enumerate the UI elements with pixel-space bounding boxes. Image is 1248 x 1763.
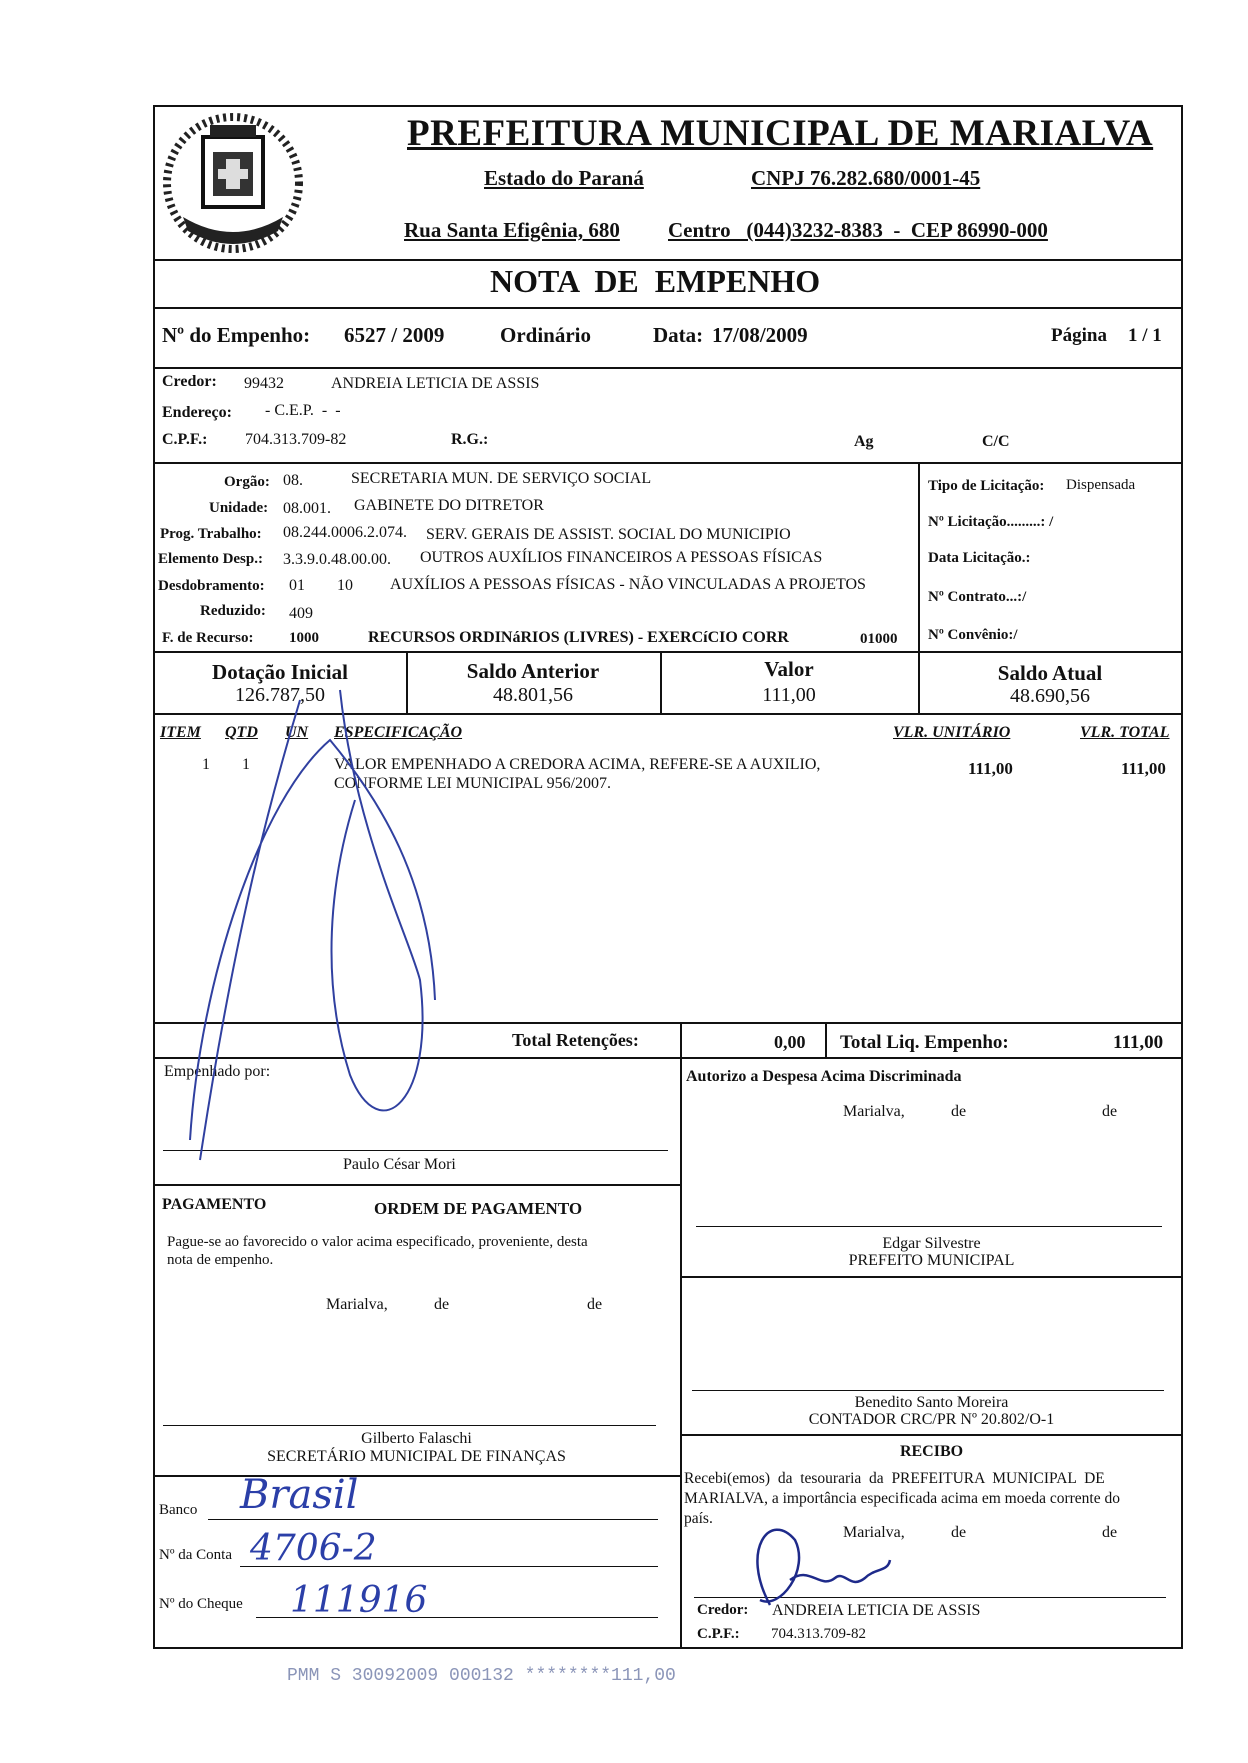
saldo-atual: 48.690,56 [1010, 685, 1090, 707]
retencoes: 0,00 [774, 1032, 806, 1052]
banco-label: Banco [159, 1502, 198, 1518]
empenho-tipo: Ordinário [500, 323, 592, 347]
prefeito-cargo: PREFEITO MUNICIPAL [848, 1252, 1015, 1269]
pagamento-texto-1: Pague-se ao favorecido o valor acima especificado, proveniente, desta [167, 1234, 588, 1250]
endereco-label: Endereço: [162, 404, 232, 421]
reduzido-label: Reduzido: [200, 603, 266, 619]
recibo-credor-label: Credor: [697, 1602, 749, 1618]
item-esp-line1: VALOR EMPENHADO A CREDORA ACIMA, REFERE-SE A AUXILIO, [334, 756, 821, 773]
prefeito-bottom [680, 1276, 1183, 1278]
licitacao-num-label: Nº Licitação.........: / [928, 514, 1054, 530]
cpf-label: C.P.F.: [162, 431, 208, 448]
unidade: GABINETE DO DITRETOR [354, 497, 544, 514]
pagina-num: 1 / 1 [1128, 325, 1162, 346]
col-item: ITEM [160, 724, 201, 741]
desdob-code1: 01 [289, 577, 305, 594]
empenho-num-label: Nº do Empenho: [162, 323, 311, 347]
item-vlr-total: 111,00 [1121, 759, 1166, 778]
recibo-texto-1: Recebi(emos) da tesouraria da PREFEITURA MUNICIPAL DE [684, 1470, 1105, 1487]
col-qtd: QTD [225, 724, 258, 741]
autorizo-de-1: de [951, 1103, 967, 1120]
ag-label: Ag [854, 433, 874, 450]
contador-cargo: CONTADOR CRC/PR Nº 20.802/O-1 [808, 1411, 1055, 1428]
totals-divider-2 [825, 1022, 827, 1059]
desdob-label: Desdobramento: [158, 578, 265, 594]
banco-value[interactable]: Brasil [240, 1472, 359, 1518]
pagamento-texto-2: nota de empenho. [167, 1252, 274, 1268]
lower-divider [680, 1057, 682, 1649]
recibo-de-2: de [1102, 1524, 1118, 1541]
elemento-label: Elemento Desp.: [158, 551, 263, 567]
empenho-num: 6527 / 2009 [344, 323, 445, 347]
item-qtd: 1 [242, 756, 250, 773]
saldo-anterior: 48.801,56 [493, 684, 573, 706]
totals-divider-1 [680, 1022, 682, 1059]
valor: 111,00 [762, 684, 816, 706]
pagamento-de-2: de [587, 1296, 603, 1313]
recurso-code: 1000 [289, 630, 319, 646]
pagamento-label: PAGAMENTO [162, 1196, 267, 1213]
elemento: OUTROS AUXÍLIOS FINANCEIROS A PESSOAS FÍSICAS [420, 549, 823, 566]
address: Rua Santa Efigênia, 680 [404, 218, 620, 242]
col-un: UN [285, 724, 309, 741]
contador-signature-line [692, 1390, 1164, 1391]
item-esp-line2: CONFORME LEI MUNICIPAL 956/2007. [334, 775, 612, 792]
empenho-data-label: Data: [653, 323, 704, 347]
state-name: Estado do Paraná [484, 166, 644, 190]
desdob-code2: 10 [337, 577, 353, 594]
prog: SERV. GERAIS DE ASSIST. SOCIAL DO MUNICIPIO [426, 526, 791, 543]
contador-bottom [680, 1434, 1183, 1436]
recibo-cpf-label: C.P.F.: [697, 1626, 740, 1642]
secretario-cargo: SECRETÁRIO MUNICIPAL DE FINANÇAS [267, 1448, 566, 1465]
conta-label: Nº da Conta [159, 1547, 232, 1563]
recibo-texto-3: país. [684, 1510, 713, 1527]
dotacao-inicial-label: Dotação Inicial [212, 660, 348, 684]
autorizo-local: Marialva, [843, 1103, 905, 1120]
ordem-pagamento-label: ORDEM DE PAGAMENTO [374, 1199, 583, 1218]
cc-label: C/C [982, 433, 1010, 450]
licitacao-tipo: Dispensada [1066, 477, 1136, 493]
liquido: 111,00 [1113, 1032, 1164, 1053]
handwritten-signature-andreia [740, 1510, 900, 1615]
handwritten-signature-paulo [180, 680, 480, 1200]
elemento-code: 3.3.9.0.48.00.00. [283, 551, 391, 568]
licitacao-data-label: Data Licitação.: [928, 550, 1031, 566]
recibo-local: Marialva, [843, 1524, 905, 1541]
saldo-anterior-label: Saldo Anterior [466, 659, 600, 683]
secretario-signature-line [163, 1425, 656, 1426]
desdob: AUXÍLIOS A PESSOAS FÍSICAS - NÃO VINCULADAS A PROJETOS [390, 576, 866, 593]
prefeito-nome: Edgar Silvestre [882, 1235, 981, 1252]
orgao-label: Orgão: [224, 474, 270, 490]
unidade-label: Unidade: [209, 500, 269, 516]
licitacao-divider [918, 462, 920, 653]
prefeitura-title: PREFEITURA MUNICIPAL DE MARIALVA [407, 113, 1154, 154]
recurso: RECURSOS ORDINáRIOS (LIVRES) - EXERCíCIO CORR [368, 629, 789, 646]
recibo-cpf: 704.313.709-82 [771, 1626, 866, 1642]
address-contact: Centro (044)3232-8383 - CEP 86990-000 [668, 218, 1048, 242]
item-vlr-unitario: 111,00 [968, 759, 1013, 778]
contador-nome: Benedito Santo Moreira [854, 1394, 1009, 1411]
secretario-nome: Gilberto Falaschi [361, 1430, 472, 1447]
empenhado-nome: Paulo César Mori [343, 1156, 456, 1173]
item-num: 1 [202, 756, 210, 773]
recurso-code2: 01000 [860, 631, 898, 647]
recurso-label: F. de Recurso: [162, 630, 254, 646]
conta-value[interactable]: 4706-2 [250, 1528, 377, 1569]
cheque-label: Nº do Cheque [159, 1596, 243, 1612]
saldo-atual-label: Saldo Atual [997, 661, 1103, 685]
pagamento-de-1: de [434, 1296, 450, 1313]
unidade-code: 08.001. [283, 500, 331, 517]
prefeito-signature-line [696, 1226, 1162, 1227]
recibo-texto-2: MARIALVA, a importância especificada acima em moeda corrente do [684, 1490, 1120, 1507]
credor-label: Credor: [162, 373, 217, 390]
empenhado-label: Empenhado por: [164, 1063, 271, 1080]
banco-line [208, 1519, 658, 1520]
orgao-code: 08. [283, 472, 303, 489]
autorizo-de-2: de [1102, 1103, 1118, 1120]
cnpj: CNPJ 76.282.680/0001-45 [751, 166, 981, 190]
contrato-label: Nº Contrato...:/ [928, 589, 1027, 605]
cpf: 704.313.709-82 [245, 431, 347, 448]
dotacao-inicial: 126.787,50 [235, 684, 325, 706]
retencoes-label: Total Retenções: [512, 1030, 639, 1050]
prog-code: 08.244.0006.2.074. [283, 524, 407, 541]
col-vlr-total: VLR. TOTAL [1080, 724, 1170, 741]
credor-code: 99432 [244, 375, 284, 392]
doc-title: NOTA DE EMPENHO [490, 263, 821, 299]
recibo-credor: ANDREIA LETICIA DE ASSIS [772, 1602, 981, 1619]
valor-label: Valor [764, 657, 814, 681]
credor-name: ANDREIA LETICIA DE ASSIS [331, 375, 540, 392]
pagamento-bottom [153, 1475, 680, 1477]
licitacao-tipo-label: Tipo de Licitação: [928, 478, 1045, 494]
cheque-value[interactable]: 111916 [290, 1580, 428, 1621]
orgao: SECRETARIA MUN. DE SERVIÇO SOCIAL [351, 470, 652, 487]
convenio-label: Nº Convênio:/ [928, 627, 1018, 643]
recibo-de-1: de [951, 1524, 967, 1541]
recibo-label: RECIBO [899, 1443, 964, 1460]
col-vlr-unitario: VLR. UNITÁRIO [893, 724, 1011, 741]
liquido-label: Total Liq. Empenho: [840, 1032, 1009, 1053]
pagamento-local: Marialva, [326, 1296, 388, 1313]
rg-label: R.G.: [451, 431, 489, 448]
col-especificacao: ESPECIFICAÇÃO [334, 724, 463, 741]
brasao-icon [158, 107, 308, 259]
pagina-label: Página [1051, 325, 1107, 346]
prog-label: Prog. Trabalho: [160, 526, 262, 542]
endereco: - C.E.P. - - [265, 402, 341, 419]
reduzido: 409 [289, 605, 313, 622]
empenho-data: 17/08/2009 [712, 323, 808, 347]
autorizo-label: Autorizo a Despesa Acima Discriminada [686, 1068, 962, 1085]
authentication-stamp: PMM S 30092009 000132 ********111,00 [287, 1666, 676, 1686]
